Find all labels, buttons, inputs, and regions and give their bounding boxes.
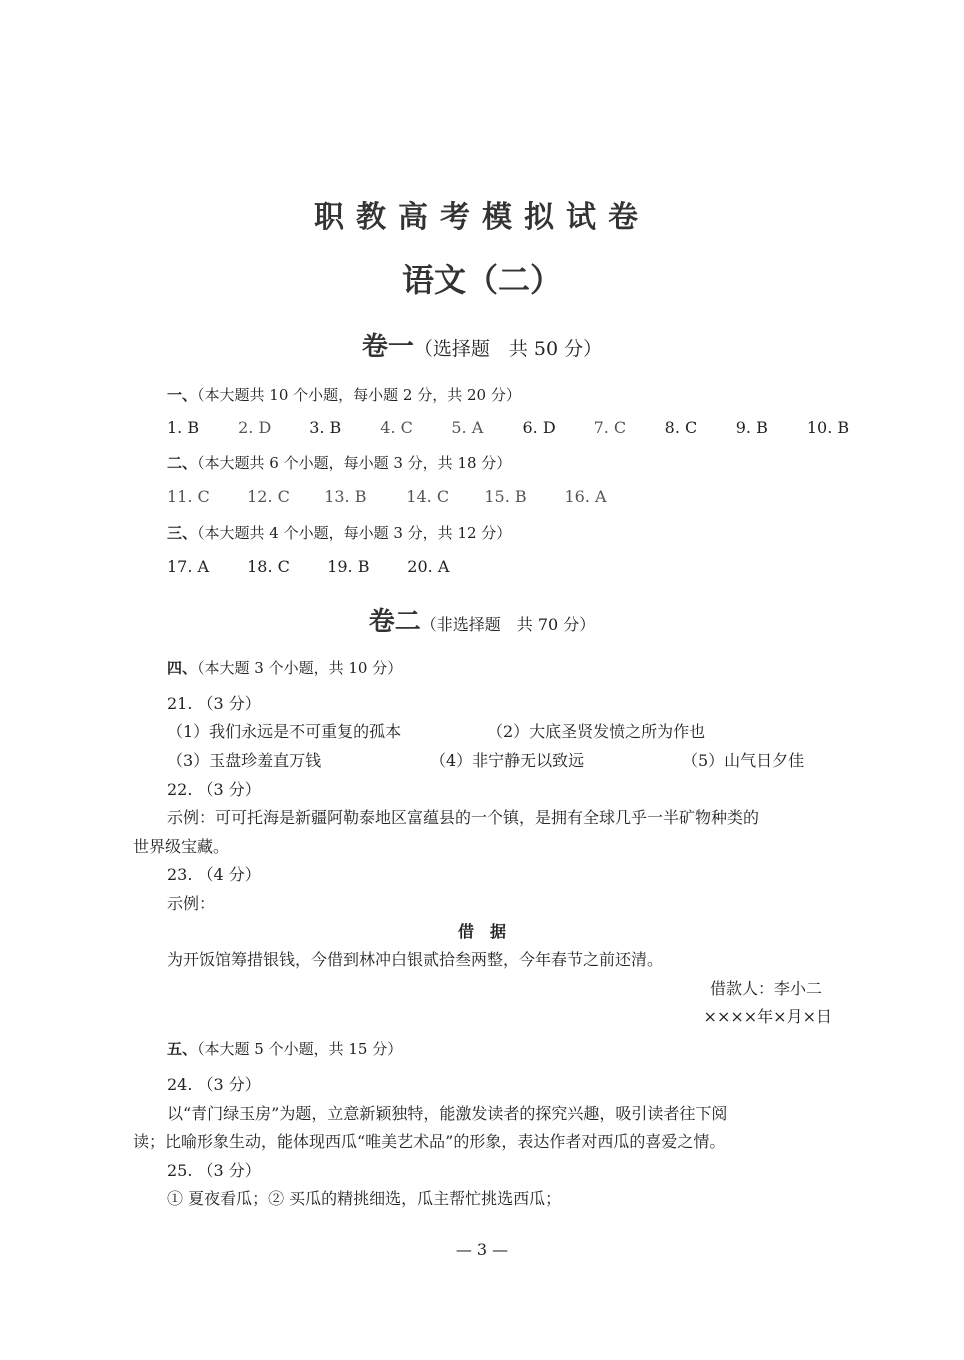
section-three-number: 三、 <box>167 524 198 542</box>
question-23-label: 23. （4 分） <box>167 865 261 884</box>
section-five-heading <box>167 1038 402 1059</box>
page-number: — 3 — <box>455 1240 509 1259</box>
section-two-heading <box>167 452 511 473</box>
page-subtitle: 语文（二） <box>401 261 562 299</box>
iou-date: ××××年×月×日 <box>703 1007 832 1026</box>
answer-item: 5. A <box>451 418 484 437</box>
section-five-number: 五、 <box>167 1040 198 1058</box>
question-25-label: 25. （3 分） <box>167 1161 261 1180</box>
volume-two-title: 卷二 <box>368 607 421 637</box>
q22-answer-line-1: 示例：可可托海是新疆阿勒泰地区富蕴县的一个镇，是拥有全球几乎一半矿物种类的 <box>167 808 760 827</box>
section-two-number: 二、 <box>167 454 198 472</box>
answer-item: 9. B <box>735 418 768 437</box>
iou-borrower: 借款人：李小二 <box>709 979 822 998</box>
volume-one-title: 卷一 <box>361 332 414 362</box>
q23-example-label: 示例： <box>167 894 216 913</box>
answer-item: 17. A <box>167 557 210 576</box>
answer-item: 18. C <box>247 557 290 576</box>
answer-item: 13. B <box>324 487 367 506</box>
answer-item: 16. A <box>564 487 607 506</box>
q24-answer-line-2: 读；比喻形象生动，能体现西瓜“唯美艺术品”的形象，表达作者对西瓜的喜爱之情。 <box>133 1132 726 1151</box>
q24-answer-line-1: 以“青门绿玉房”为题，立意新颖独特，能激发读者的探究兴趣，吸引读者往下阅 <box>167 1104 728 1123</box>
question-24-label: 24. （3 分） <box>167 1075 261 1094</box>
section-one-heading <box>167 384 521 405</box>
q21-item-1: （1）我们永远是不可重复的孤本 <box>167 722 402 741</box>
answer-item: 8. C <box>664 418 698 437</box>
answer-item: 14. C <box>406 487 450 506</box>
q22-answer-line-2: 世界级宝藏。 <box>133 837 230 856</box>
q25-answer-line-1: ① 夏夜看瓜；② 买瓜的精挑细选，瓜主帮忙挑选西瓜； <box>167 1189 562 1208</box>
answer-item: 1. B <box>167 418 200 437</box>
iou-title: 借 据 <box>457 922 506 941</box>
question-22-label: 22. （3 分） <box>167 780 261 799</box>
section-one-number: 一、 <box>167 386 198 404</box>
answer-item: 2. D <box>238 418 272 437</box>
question-21-label: 21. （3 分） <box>167 694 261 713</box>
answer-item: 19. B <box>327 557 370 576</box>
answer-item: 12. C <box>247 487 290 506</box>
section-three-desc: （本大题共 4 个小题，每小题 3 分，共 12 分） <box>197 524 512 542</box>
answer-item: 3. B <box>309 418 342 437</box>
page-title: 职教高考模拟试卷 <box>314 200 650 235</box>
iou-body: 为开饭馆筹措银钱，今借到林冲白银贰拾叁两整，今年春节之前还清。 <box>167 950 664 969</box>
section-two-answers <box>167 487 607 506</box>
section-four-heading <box>167 657 402 678</box>
q21-item-5: （5）山气日夕佳 <box>682 751 805 770</box>
section-one-desc: （本大题共 10 个小题，每小题 2 分，共 20 分） <box>197 386 521 404</box>
section-one-answers <box>167 418 849 437</box>
answer-item: 10. B <box>806 418 850 437</box>
q21-item-2: （2）大底圣贤发愤之所为作也 <box>487 722 706 741</box>
volume-one-note: （选择题 共 50 分） <box>413 338 603 360</box>
section-two-desc: （本大题共 6 个小题，每小题 3 分，共 18 分） <box>197 454 512 472</box>
section-four-number: 四、 <box>167 659 198 677</box>
answer-item: 11. C <box>167 487 210 506</box>
section-five-desc: （本大题 5 个小题，共 15 分） <box>197 1040 403 1058</box>
section-three-answers <box>167 557 449 576</box>
answer-item: 15. B <box>484 487 527 506</box>
answer-item: 4. C <box>380 418 413 437</box>
section-three-heading <box>167 522 511 543</box>
q21-item-4: （4）非宁静无以致远 <box>430 751 585 770</box>
answer-item: 7. C <box>593 418 627 437</box>
answer-item: 6. D <box>522 418 556 437</box>
answer-item: 20. A <box>407 557 450 576</box>
volume-one-heading <box>0 326 964 363</box>
q21-item-3: （3）玉盘珍羞直万钱 <box>167 751 322 770</box>
section-four-desc: （本大题 3 个小题，共 10 分） <box>197 659 403 677</box>
volume-two-note: （非选择题 共 70 分） <box>420 615 596 634</box>
volume-two-heading <box>0 601 964 638</box>
